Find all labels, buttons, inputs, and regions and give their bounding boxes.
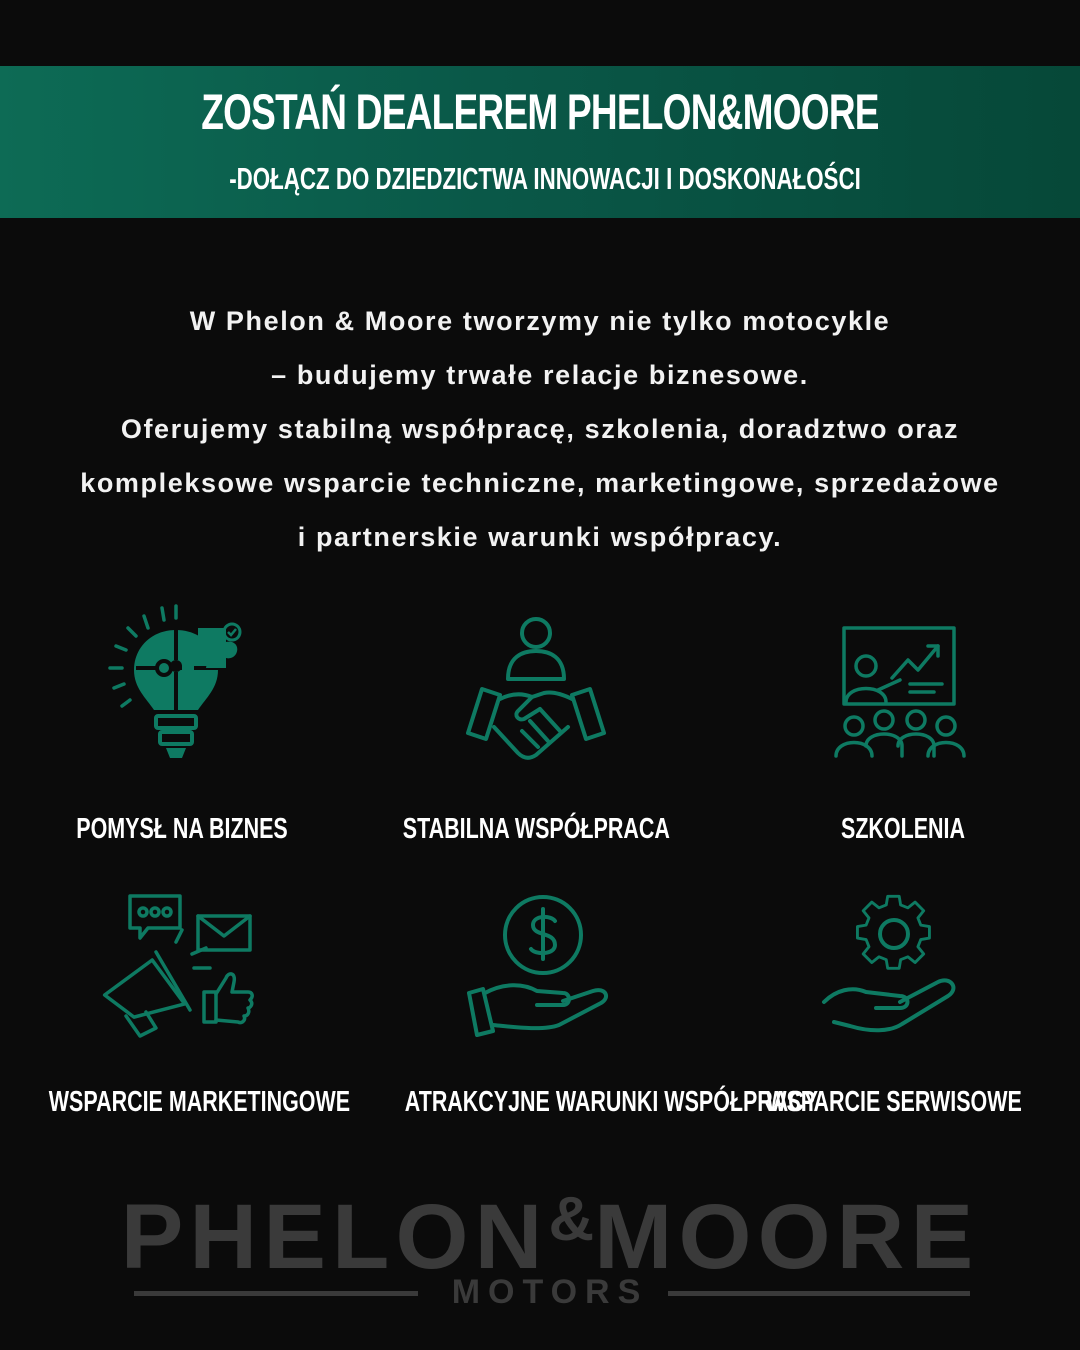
logo-ampersand: & (548, 1185, 595, 1254)
intro-line: i partnerskie warunki współpracy. (297, 522, 783, 552)
page-title: ZOSTAŃ DEALEREM PHELON&MOORE (201, 84, 879, 140)
feature-label-stable-cooperation: STABILNA WSPÓŁPRACA (402, 813, 670, 845)
intro-line: Oferujemy stabilną współpracę, szkolenia, doradztwo oraz (120, 414, 960, 444)
phelon-moore-logo (120, 1170, 980, 1310)
marketing-megaphone-icon (100, 892, 255, 1042)
intro-line: kompleksowe wsparcie techniczne, marketingowe, sprzedażowe (80, 468, 1000, 498)
gear-hand-icon (820, 892, 968, 1042)
money-hand-icon (463, 893, 611, 1038)
lightbulb-puzzle-icon (106, 602, 246, 772)
intro-line: W Phelon & Moore tworzymy nie tylko motocykle (189, 306, 891, 336)
logo-subtitle: MOTORS (451, 1273, 649, 1311)
feature-label-business-idea: POMYSŁ NA BIZNES (76, 813, 288, 845)
intro-line: – budujemy trwałe relacje biznesowe. (271, 360, 809, 390)
intro-text (0, 294, 1080, 564)
feature-label-training: SZKOLENIA (841, 813, 965, 845)
feature-label-attractive-terms: ATRAKCYJNE WARUNKI WSPÓŁPRACY (404, 1086, 819, 1118)
feature-label-service-support: WSPARCIE SERWISOWE (766, 1086, 1022, 1118)
logo-wordmark (111, 1170, 988, 1287)
page-subtitle: -DOŁĄCZ DO DZIEDZICTWA INNOWACJI I DOSKONAŁOŚCI (229, 161, 861, 196)
logo-name-right: MOORE (594, 1186, 980, 1288)
feature-label-marketing-support: WSPARCIE MARKETINGOWE (48, 1086, 351, 1118)
training-presentation-icon (830, 622, 970, 762)
logo-name-left: PHELON (120, 1186, 549, 1288)
handshake-icon (464, 615, 609, 775)
